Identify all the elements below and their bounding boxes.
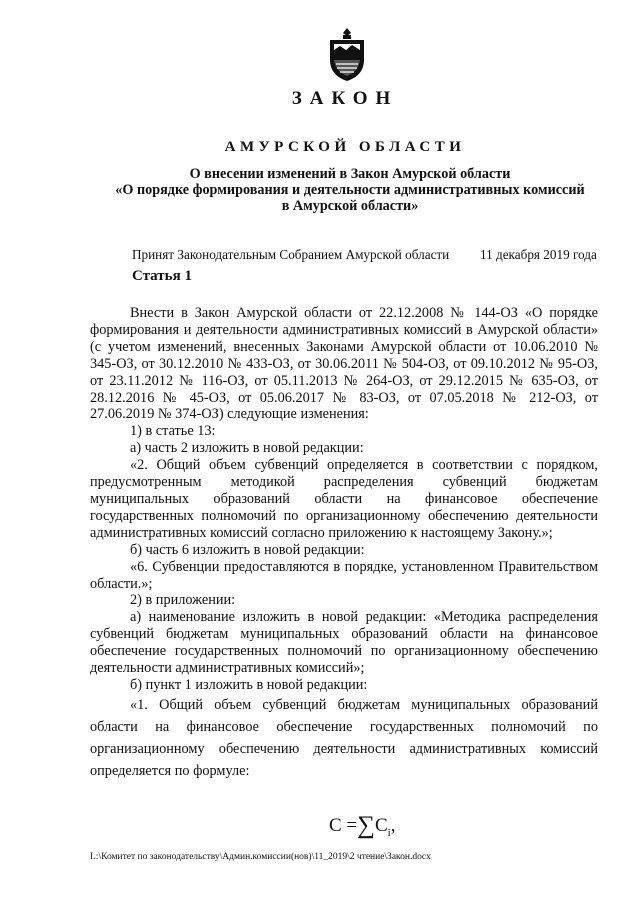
article-paragraph: а) часть 2 изложить в новой редакции: xyxy=(130,440,364,457)
file-path-footer: L:\Комитет по законодательству\Админ.комиссии(нов)\11_2019\2 чтение\Закон.docx xyxy=(90,852,431,862)
formula-subscript: i xyxy=(387,826,391,839)
article-paragraph: 2) в приложении: xyxy=(130,592,236,609)
document-subject xyxy=(90,166,610,214)
article-paragraph: «6. Субвенции предоставляются в порядке, установленном Правительством области.»; xyxy=(90,558,598,592)
article-title: Статья 1 xyxy=(132,268,192,284)
document-region: АМУРСКОЙ ОБЛАСТИ xyxy=(224,139,466,155)
subject-line: «О порядке формирования и деятельности административных комиссий xyxy=(115,182,585,198)
article-paragraph: 1) в статье 13: xyxy=(130,423,216,440)
article-paragraph: «1. Общий объем субвенций бюджетам муниципальных образований области на финансовое обеспечение государственных полномочий по организационному обеспечению деятельности административных комиссий определяется по формуле: xyxy=(90,696,598,779)
article-paragraph: Внести в Закон Амурской области от 22.12.2008 № 144-ОЗ «О порядке формирования и деятельности административных комиссий в Амурской области» (с учетом изменений, внесенных Законами Амурской области от 10.06.2010 № 345-ОЗ, от 30.12.2010 № 433-ОЗ, от 30.06.2011 № 504-ОЗ, от 09.10.2012 № 95-ОЗ, от 23.11.2012 № 116-ОЗ, от 05.11.2013 № 264-ОЗ, от 29.12.2015 № 635-ОЗ, от 28.12.2016 № 45-ОЗ, от 05.06.2017 № 83-ОЗ, от 07.05.2018 № 212-ОЗ, от 27.06.2019 № 374-ОЗ) следующие изменения: xyxy=(90,305,598,423)
article-paragraph: б) пункт 1 изложить в новой редакции: xyxy=(130,676,368,693)
article-paragraph: б) часть 6 изложить в новой редакции: xyxy=(130,541,365,558)
formula-lhs: C = xyxy=(329,815,358,836)
adopted-by: Принят Законодательным Собранием Амурской области xyxy=(132,247,450,262)
subject-line: в Амурской области» xyxy=(281,198,419,214)
adopted-date: 11 декабря 2019 года xyxy=(480,247,597,262)
sum-symbol: ∑ xyxy=(357,812,375,839)
sum-formula xyxy=(329,810,395,839)
subject-line: О внесении изменений в Закон Амурской области xyxy=(189,166,511,182)
article-paragraph: а) наименование изложить в новой редакции: «Методика распределения субвенций бюджетам муниципальных образований области на финансовое обеспечение государственных полномочий по организационному обеспечению деятельности административных комиссий»; xyxy=(90,609,598,677)
article-body xyxy=(90,305,598,782)
article-paragraph: «2. Общий объем субвенций определяется в соответствии с порядком, предусмотренным методикой распределения субвенций бюджетам муниципальных образований области на финансовое обеспечение государственных полномочий по организационному обеспечению деятельности административных комиссий согласно приложению к настоящему Закону.»; xyxy=(90,457,598,541)
coat-of-arms-emblem xyxy=(326,26,368,82)
document-title: ЗАКОН xyxy=(291,88,399,109)
formula-term: C xyxy=(374,815,388,836)
formula-tail: , xyxy=(390,815,396,836)
